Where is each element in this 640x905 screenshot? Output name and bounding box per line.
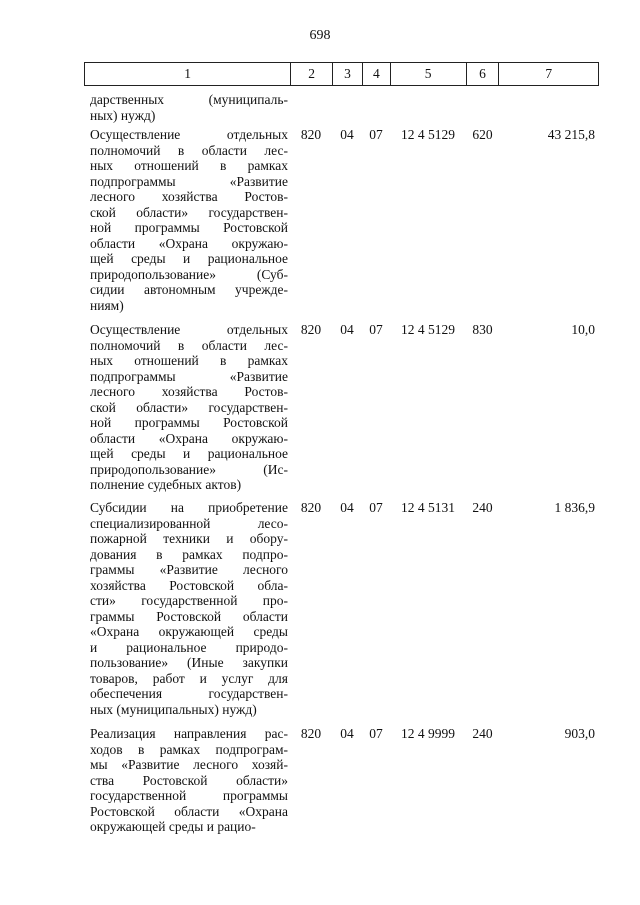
cell-subsection: 07	[369, 322, 383, 337]
cell-target-article: 12 4 5129	[401, 322, 455, 337]
desc-line: Субсидии на приобретение	[90, 500, 288, 515]
header-col-7: 7	[498, 63, 598, 85]
desc-line: и рациональное природо-	[90, 639, 288, 655]
desc-line: области «Охрана окружаю-	[90, 430, 288, 446]
row-description	[90, 500, 288, 717]
cell-amount: 10,0	[571, 322, 595, 337]
header-col-3: 3	[332, 63, 362, 85]
desc-line: ных (муниципальных) нужд)	[90, 701, 257, 717]
desc-line: ных) нужд)	[90, 107, 156, 123]
cell-amount: 43 215,8	[547, 127, 595, 142]
desc-line: Ростовской области «Охрана	[90, 803, 288, 819]
desc-line: лесного хозяйства Ростов-	[90, 384, 288, 399]
desc-line: подпрограммы «Развитие	[90, 173, 288, 189]
desc-line: природопользование» (Суб-	[90, 266, 288, 282]
header-col-2: 2	[290, 63, 332, 85]
desc-line: граммы Ростовской области	[90, 608, 288, 624]
desc-line: области «Охрана окружаю-	[90, 235, 288, 251]
desc-line: мы «Развитие лесного хозяй-	[90, 757, 288, 772]
desc-line: ниям)	[90, 297, 124, 313]
desc-line: ных отношений в рамках	[90, 158, 288, 173]
cell-ministry: 820	[300, 726, 322, 741]
desc-line: щей среды и рациональное	[90, 446, 288, 461]
desc-line: сти» государственной про-	[90, 593, 288, 608]
cell-section: 04	[340, 322, 354, 337]
desc-line: дарственных (муниципаль-	[90, 92, 288, 107]
desc-line: ходов в рамках подпрограм-	[90, 741, 288, 757]
desc-line: специализированной лесо-	[90, 515, 288, 531]
cell-target-article: 12 4 5131	[401, 500, 455, 515]
desc-line: обеспечения государствен-	[90, 686, 288, 701]
cell-subsection: 07	[369, 127, 383, 142]
cell-ministry: 820	[300, 127, 322, 142]
desc-line: ной программы Ростовской	[90, 220, 288, 235]
desc-line: полномочий в области лес-	[90, 142, 288, 158]
header-col-6: 6	[466, 63, 499, 85]
cell-section: 04	[340, 500, 354, 515]
desc-line: природопользование» (Ис-	[90, 461, 288, 477]
desc-line: товаров, работ и услуг для	[90, 670, 288, 686]
cell-subsection: 07	[369, 726, 383, 741]
desc-line: ства Ростовской области»	[90, 772, 288, 788]
desc-line: пожарной техники и обору-	[90, 531, 288, 546]
header-col-5: 5	[390, 63, 466, 85]
desc-line: дования в рамках подпро-	[90, 546, 288, 562]
desc-line: государственной программы	[90, 788, 288, 803]
row-description	[90, 322, 288, 493]
cell-section: 04	[340, 127, 354, 142]
header-col-1: 1	[184, 66, 191, 81]
table-header	[84, 62, 599, 86]
desc-line: ской области» государствен-	[90, 204, 288, 220]
desc-line: подпрограммы «Развитие	[90, 368, 288, 384]
cell-ministry: 820	[300, 500, 322, 515]
cell-ministry: 820	[300, 322, 322, 337]
cell-subsection: 07	[369, 500, 383, 515]
desc-line: Осуществление отдельных	[90, 127, 288, 142]
cell-target-article: 12 4 5129	[401, 127, 455, 142]
desc-line: ных отношений в рамках	[90, 353, 288, 368]
cell-expense-type: 620	[472, 127, 493, 142]
cell-target-article: 12 4 9999	[401, 726, 455, 741]
desc-line: ской области» государствен-	[90, 399, 288, 415]
header-col-4: 4	[362, 63, 390, 85]
cell-expense-type: 240	[472, 500, 493, 515]
desc-line: Осуществление отдельных	[90, 322, 288, 337]
desc-line: лесного хозяйства Ростов-	[90, 189, 288, 204]
desc-line: Реализация направления рас-	[90, 726, 288, 741]
page-number: 698	[309, 28, 331, 43]
desc-line: «Охрана окружающей среды	[90, 624, 288, 639]
desc-line: хозяйства Ростовской обла-	[90, 577, 288, 593]
cell-expense-type: 240	[472, 726, 493, 741]
cell-amount: 1 836,9	[554, 500, 595, 515]
desc-line: полномочий в области лес-	[90, 337, 288, 353]
desc-line: сидии автономным учрежде-	[90, 282, 288, 297]
desc-line: полнение судебных актов)	[90, 477, 242, 492]
desc-line: ной программы Ростовской	[90, 415, 288, 430]
desc-line: окружающей среды и рацио-	[90, 819, 256, 834]
desc-line: пользование» (Иные закупки	[90, 655, 288, 670]
cell-amount: 903,0	[564, 726, 595, 741]
continuation-description	[90, 92, 288, 123]
desc-line: щей среды и рациональное	[90, 251, 288, 266]
cell-section: 04	[340, 726, 354, 741]
desc-line: граммы «Развитие лесного	[90, 562, 288, 577]
row-description	[90, 726, 288, 835]
cell-expense-type: 830	[472, 322, 493, 337]
row-description	[90, 127, 288, 313]
